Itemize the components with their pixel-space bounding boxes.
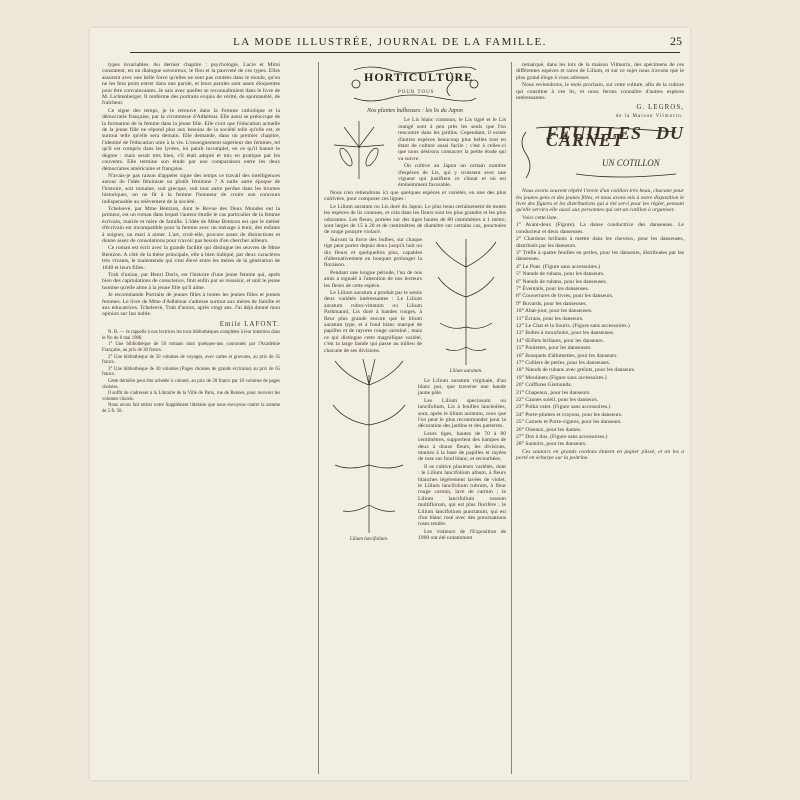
list-item: 20° Coiffures Gismonda. — [516, 382, 573, 389]
paragraph: Leurs tiges, hautes de 70 à 80 centimètres, supportent des hampes de deux à douze fleurs, les divisions, munies à la base de papilles et rayées de rose sur fond blanc, et recourbées. — [418, 430, 506, 463]
horticulture-banner — [350, 64, 480, 104]
paragraph: Il se cultive plusieurs variétés, dont : le Lilium lancifolium album, à fleurs blanches légèrement lavées de violet, le Lilium lancifolium rubrum, à fleur rouge carmin, lavé de carmin ; le Lilium lancifolium roseum multiflorum, qui est plus florifère ; le Lilium lancifolium punctatum, qui est d'un blanc rosé avec des ponctuations roses tendre. — [418, 463, 506, 528]
lily-bulb-illustration — [324, 117, 394, 183]
lilium-auratum-illustration — [426, 237, 506, 376]
list-item: 1° Avant-deux (Figure). La danse conductrice des danseuses. Le conducteur et deux danseuses. — [516, 222, 684, 235]
footnote: 2° Une bibliothèque de 50 volumes de voyages, avec cartes et gravures, au prix de 35 francs. — [102, 354, 280, 366]
list-item: 19° Moulinets (Figure sans accessoires.) — [516, 374, 607, 381]
lily-plant-icon — [426, 237, 506, 367]
list-item: 4° Le Pont. (Figure sans accessoires.) — [516, 263, 601, 270]
author-signature: G. LEGROS, — [636, 103, 684, 112]
paragraph: types invariables. Au dernier chapitre : psychologie, Lucie et Mimi constatent, en un dialogue savoureux, le flou et la pauvreté de ces types. Elles assurent avec une belle force qu'elles ne sont pas contées dans le moule, qu'on ne les fera point entrer dans une parole, et leurs paroles sont assez éloquentes pour être convaincantes. Je sais avec quelles se reconnaîtraient dans le livre de M. Lichtenberger. Il renferme des portraits exquis de vérité, de spontanéité, de fraîcheur. — [102, 62, 280, 107]
figure-caption: Lilium auratum. — [449, 369, 483, 375]
paragraph: Le Lis blanc commun, le Lis tigré et le Lis orangé sont à peu près les seuls que l'on rencontre dans les jardins. Cependant, il existe d'autres espèces beaucoup plus belles tout en étant de culture aussi facile ; c'est à celles-ci que nous désirons consacrer la petite étude qui va suivre. — [398, 117, 506, 162]
figure-caption: Lilium lancifolium. — [349, 537, 389, 543]
list-item: 23° Polka valet. (Figure sans accessoires.) — [516, 404, 611, 411]
list-item: 3° Trèfle à quatre feuilles en perles, pour les danseurs, distribuées par les danseuses. — [516, 249, 684, 263]
cotillon-list — [516, 222, 684, 448]
section-subtitle: POUR TOUS — [398, 90, 435, 95]
list-item: 26° Oiseaux, pour les dames. — [516, 426, 582, 433]
list-item: 22° Cannes soleil, pour les danseurs. — [516, 397, 599, 404]
paragraph: Le Lilium auratum virginale, d'un blanc pur, que traverse une bande jaune pâle. — [418, 377, 506, 397]
list-item: 21° Chapeaux, pour les danseurs. — [516, 389, 591, 396]
paragraph: Ce roman est écrit avec la grande facilité qui distingue les œuvres de Mme Bentzon. A côté de la thèse principale, elle a bien indiqué, par deux caractères très vivants, le malentendu qui s'est élevé entre les mères de la génération de 1848 et leurs filles. — [102, 245, 280, 271]
column-literary-review — [102, 62, 280, 772]
lily-flower-icon — [324, 117, 394, 181]
lily-stem-icon — [324, 355, 414, 535]
paragraph: Le Lilium auratum ou Lis doré du Japon. Le plus beau certainement de toutes les espèces de lis connues, et cela dans les fleurs sont les plus grandes et les plus odorantes. Les fleurs, portées sur des tiges hautes de 80 centimètres à 1 mètre, sont larges de 15 à 20 et de centimètres de diamètre sur certains cas, ponctuées de rouge pourpre violacé. — [324, 203, 506, 236]
footnote: 3° Une bibliothèque de 30 volumes (Pages choisies de grands écrivains) au prix de 65 francs. — [102, 366, 280, 378]
running-title: LA MODE ILLUSTRÉE, JOURNAL DE LA FAMILLE. — [233, 36, 547, 48]
journal-page — [90, 28, 690, 780]
article-subhead: Nos plantes bulbeuses : les lis du Japon — [367, 108, 463, 114]
paragraph: Ce signe des temps, je le retrouve dans la Femme catholique et la démocratie française, par la vicomtesse d'Adhémar. Elle aussi se préoccupe de la formation de la femme dans la jeune fille. Elle croit que l'éducation actuelle de la jeune fille ne répond plus aux besoins de la société telle qu'elle est, et surtout telle qu'elle sera demain. Elle demande, dans un premier chapitre, l'identité de l'éducation unie à la vie. L'enseignement supérieur des femmes, tel qu'il est compris dans les lycées, lui paraît incomplet, en ce qu'il bannit le dogme : mais serait très bien, s'il était adopté et mis en pratique par les couvents. Elle termine son étude par une comparaison entre les deux démocraties américaine et française. — [102, 107, 280, 172]
paragraph: On cultive au Japon un certain nombre d'espèces de Lis, qui y croissent avec une vigueur qui justifient ce climat et où est éminemment favorable. — [398, 163, 506, 189]
paragraph: Nous n'en retiendrons ici que quelques espèces et variétés, en une des plus cultivées, pour composer ces lignes : — [324, 189, 506, 203]
paragraph: N'avais-je pas raison d'appeler signe des temps ce travail des intelligences autour de l'idée féministe ou plutôt féminine ? A nulle autre époque de l'histoire, soit romaine, soit grecque, soit tout autre perdue dans les brumes historiques, on ne fit à la femme l'honneur de croire son concours indispensable au relèvement de la société. — [102, 172, 280, 205]
list-item: 6° Nœuds de rubans, pour les danseuses. — [516, 278, 608, 285]
list-item: 15° Poulettes, pour les danseuses. — [516, 345, 592, 352]
footnote: Cette dernière peut être achetée à volonté, au prix de 20 francs par 10 volumes de pages choisies. — [102, 379, 280, 390]
author-signature: Emile LAFONT. — [219, 319, 280, 328]
list-item: 13° Boîtes à mouchoirs, pour les danseuses. — [516, 330, 615, 337]
paragraph: Je recommande Portraits de jeunes filles à toutes les jeunes filles et jeunes femmes. Le livre de Mme d'Adhémar s'adresse surtout aux mères de famille et aux éducatrices. Tchelsevé, Trait d'union, après vingt ans. J'ai déjà donné mon opinion sur Ino noble. — [102, 292, 280, 318]
list-item: 11° Écrans, pour les danseurs. — [516, 315, 584, 322]
paragraph: Suivant la force des bulbes, sur chaque tige peut porter depuis deux jusqu'à huit ou dix fleurs et quelquefois plus, capables d'alternativement en bouquet prolonger la floraison. — [324, 236, 422, 269]
paragraph: Les visiteurs de l'Exposition de 1900 ont été notamment — [418, 528, 506, 542]
paragraph: remarqué, dans les lots de la maison Vilmorin, des spécimens de ces différentes espèces et races de Lilium, et sur ce sujet nous n'avons que le plus grand éloge à vous adresser. — [516, 62, 684, 81]
list-item: 17° Colliers de perles, pour les danseuses. — [516, 360, 611, 366]
list-item: 8° Couvertures de livres, pour les danseurs. — [516, 293, 614, 300]
paragraph: Voici cette liste. — [522, 214, 558, 221]
header-rule — [130, 52, 680, 53]
list-item: 16° Bouquets d'allumettes, pour les danseurs. — [516, 352, 618, 359]
footnote: N. B. — Je rappelle à nos lectrices les trois bibliothèques complètes à leur intention dans le No du 6 mai 1900. — [102, 330, 280, 341]
page-number: 25 — [670, 34, 682, 48]
section-subtitle: UN COTILLON — [602, 158, 660, 169]
lilium-lancifolium-illustration — [324, 355, 414, 544]
list-item: 2° Chardons brillants à mettre dans les cheveux, pour les danseuses, distribués par les danseurs. — [516, 236, 684, 249]
paragraph: Les Lilium speciosum ou lancifolium, Lis à feuilles lancéolées, sont, après le lilium auratum, ceux que l'on peut le plus recommander pour la décoration des jardins et des parterres. — [418, 397, 506, 430]
list-item: 10° Abat-jour, pour les danseuses. — [516, 308, 593, 315]
column-divider-left — [318, 62, 319, 774]
list-item: 24° Porte-plumes et crayons, pour les danseurs. — [516, 411, 623, 418]
footnotes — [102, 330, 280, 414]
list-item: 27° Dos à dos. (Figure sans accessoires.) — [516, 434, 608, 441]
paragraph: Nous reviendrons, le mois prochain, sur cette culture, afin de la culture qui constitue à ces lis, et nous ferons connaître d'autres espèces intéressantes. — [516, 82, 684, 102]
paragraph: Le Lilium auratum a produit par le semis deux variétés intéressantes : Le Lilium auratum rubro-vittatum ou Lilium Parkmanni, Lis doré à bandes rouges, à fleur plus grande encore que le lilium auratum type, et à fond blanc marqué de papilles et de rayures rouge carminé ; mais ce qui distingue cette magnifique variété, c'est la large bande qui passe au milieu de chacune de ses divisions. — [324, 289, 422, 354]
paragraph: Tchelsevé, par Mme Bentzon, dont le Revue des Deux Mondes eut la primeur, est un roman dans lequel l'auteur étudie le cas particulier de la femme écrivain, mariée et mère de famille. L'idée de Mme Bentzon est que le métier d'écrivain est incompatible pour la femme avec un ménage à tenir, des enfants à soigner, un mari à aimer. L'art, croit-elle, procure assez de distractions et donne assez de consolations pour n'avoir pas besoin d'en chercher ailleurs. — [102, 205, 280, 244]
list-item: 5° Nœuds de rubans, pour les danseurs. — [516, 271, 605, 278]
list-item: 28° Sautoirs, pour les danseurs. — [516, 441, 587, 448]
list-item: 9° Buvards, pour les danseuses. — [516, 300, 587, 307]
paragraph: Ces sautoirs en grands cordons étaient en papier plissé, et on les a porté en écharpe sur la poitrine. — [516, 448, 684, 462]
feuilles-banner — [516, 124, 684, 184]
column-carnet — [516, 62, 684, 772]
column-divider-right — [511, 62, 512, 774]
section-title: FEUILLES DU CARNET — [546, 123, 684, 150]
section-title: HORTICULTURE — [364, 70, 474, 84]
footnote: Il suffit de s'adresser à la Librairie de la Ville de Paris, rue de Rennes, pour recevoir les volumes choisis. — [102, 391, 280, 402]
list-item: 18° Nœuds de rubans avec grelots, pour les danseurs. — [516, 367, 636, 374]
paragraph: Trait d'union, par Henri Doris, est l'histoire d'une jeune femme qui, après bien des capitulations de conscience, finit enfin par se ressaisir, et unit le jeune homme qu'elle aime à la jeune fille qu'il aime. — [102, 272, 280, 291]
list-item: 12° Le Chat et la Souris. (Figure sans accessoires.) — [516, 322, 630, 329]
paragraph: Pendant une longue période, l'un de nos amis a signalé à l'attention de nos lecteurs les fleurs de cette espèce. — [324, 269, 422, 289]
list-item: 25° Carnets et Porte-cigares, pour les danseurs. — [516, 419, 622, 426]
footnote: Nous avons fait retirer notre Supplément littéraire que nous envoyons contre la somme de 5 fr. 50. — [102, 403, 280, 414]
footnote: 1° Une bibliothèque de 50 romans dont quelques-uns couronnés par l'Académie Française, au prix de 30 francs. — [102, 342, 280, 354]
list-item: 14° Œillets brillants, pour les danseurs. — [516, 337, 604, 344]
paragraph: Nous avons souvent répété l'envie d'un cotillon très beau, chacune pour les jeunes gens et des jeunes filles, et nous avons mis à notre disposition le livre des figures et les distributions qui a été servi pour les régler, pensant qu'elle servira elle aussi aux personnes qui ont un cotillon à organiser. — [516, 188, 684, 214]
author-affiliation: de la Maison Vilmorin. — [615, 113, 684, 119]
list-item: 7° Éventails, pour les danseuses. — [516, 285, 590, 292]
column-horticulture — [324, 62, 506, 772]
